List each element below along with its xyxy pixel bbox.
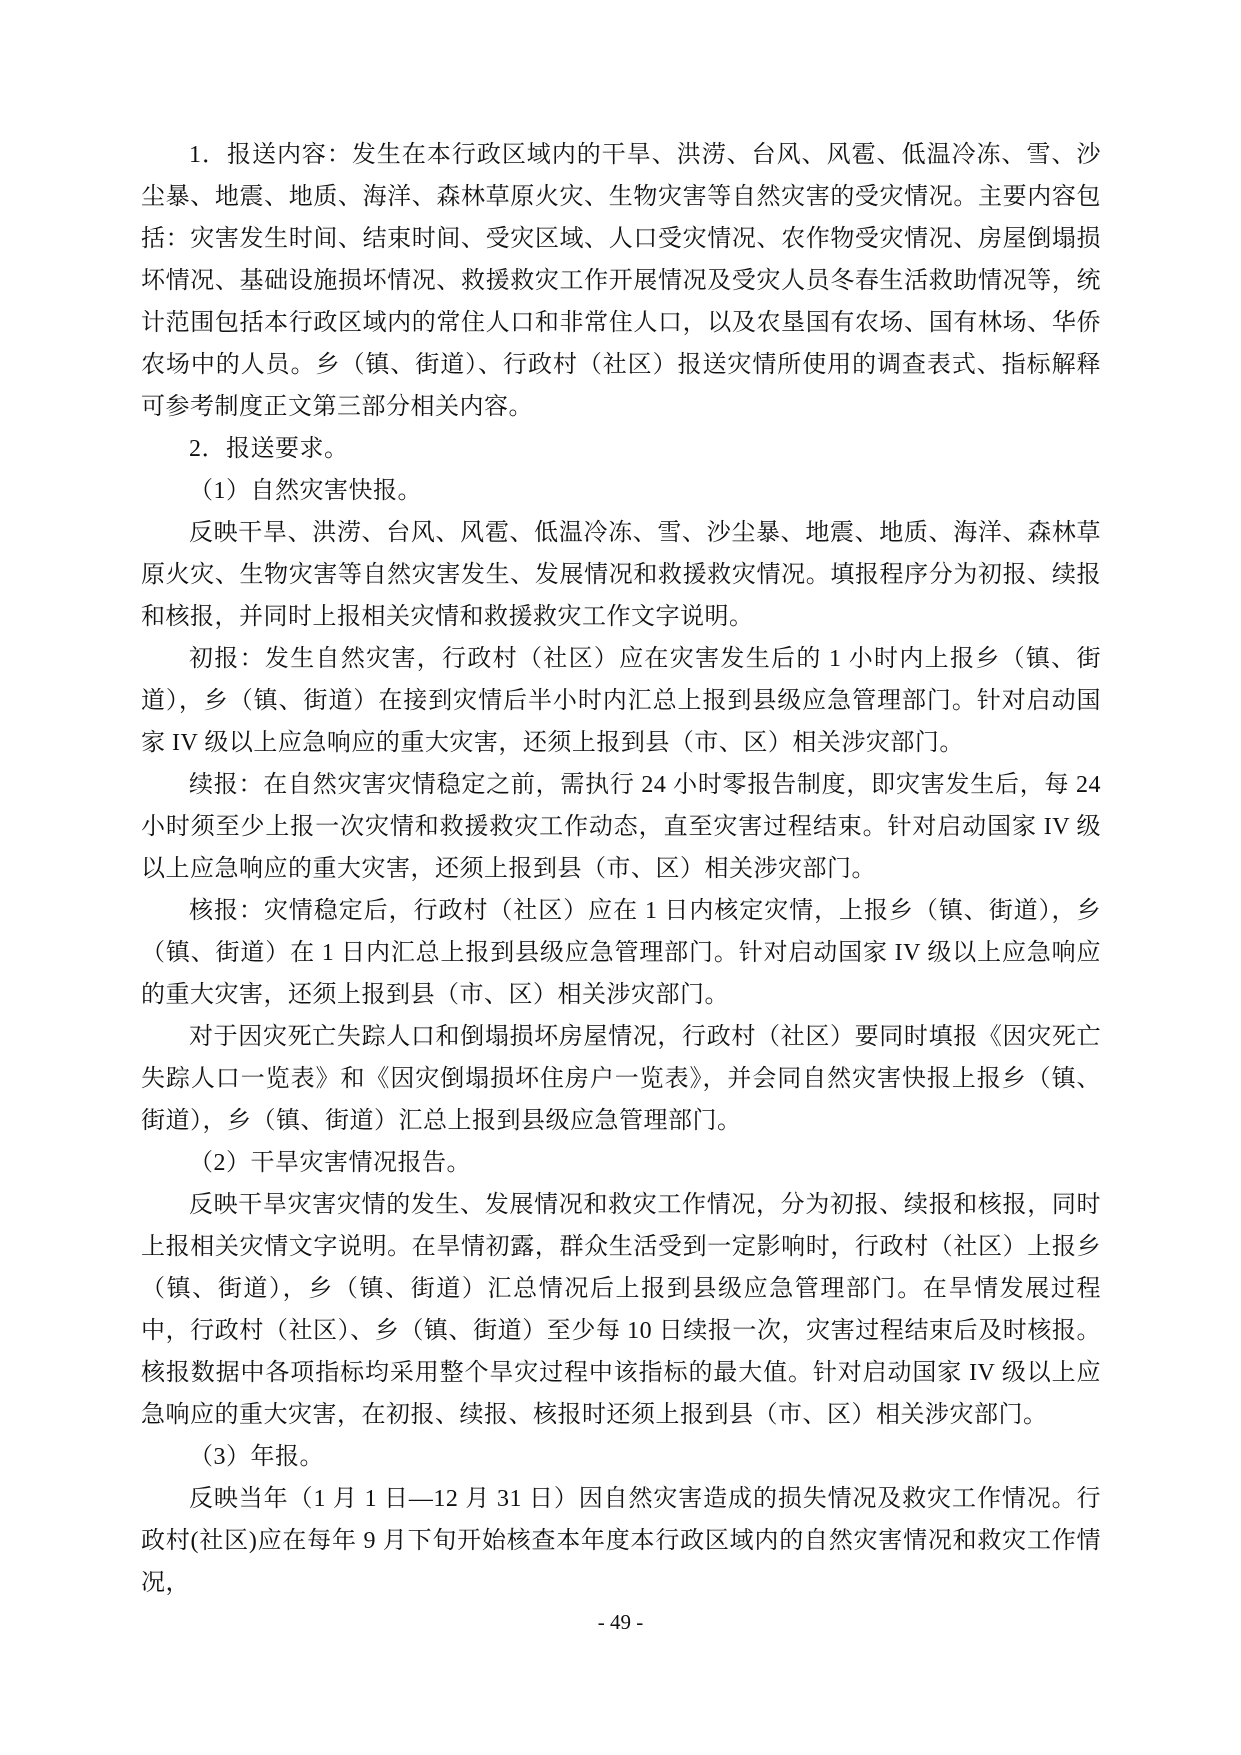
paragraph: 反映干旱灾害灾情的发生、发展情况和救灾工作情况，分为初报、续报和核报，同时上报相关灾情文字说明。在旱情初露，群众生活受到一定影响时，行政村（社区）上报乡（镇、街道），乡（镇、街道）汇总情况后上报到县级应急管理部门。在旱情发展过程中，行政村（社区）、乡（镇、街道）至少每 10 日续报一次，灾害过程结束后及时核报。核报数据中各项指标均采用整个旱灾过程中该指标的最大值。针对启动国家 IV 级以上应急响应的重大灾害，在初报、续报、核报时还须上报到县（市、区）相关涉灾部门。 <box>141 1192 1101 1428</box>
paragraph: 续报：在自然灾害灾情稳定之前，需执行 24 小时零报告制度，即灾害发生后，每 24 小时须至少上报一次灾情和救援救灾工作动态，直至灾害过程结束。针对启动国家 IV 级以上应急响应的重大灾害，还须上报到县（市、区）相关涉灾部门。 <box>141 772 1101 882</box>
paragraph: （1）自然灾害快报。 <box>189 478 422 504</box>
paragraph: 2．报送要求。 <box>189 436 349 462</box>
paragraph: （3）年报。 <box>189 1444 324 1470</box>
paragraph: 对于因灾死亡失踪人口和倒塌损坏房屋情况，行政村（社区）要同时填报《因灾死亡失踪人口一览表》和《因灾倒塌损坏住房户一览表》，并会同自然灾害快报上报乡（镇、街道），乡（镇、街道）汇总上报到县级应急管理部门。 <box>141 1024 1101 1134</box>
paragraph: 初报：发生自然灾害，行政村（社区）应在灾害发生后的 1 小时内上报乡（镇、街道），乡（镇、街道）在接到灾情后半小时内汇总上报到县级应急管理部门。针对启动国家 IV 级以上应急响应的重大灾害，还须上报到县（市、区）相关涉灾部门。 <box>141 646 1101 756</box>
page-footer <box>0 1608 1241 1636</box>
paragraph: 1．报送内容：发生在本行政区域内的干旱、洪涝、台风、风雹、低温冷冻、雪、沙尘暴、地震、地质、海洋、森林草原火灾、生物灾害等自然灾害的受灾情况。主要内容包括：灾害发生时间、结束时间、受灾区域、人口受灾情况、农作物受灾情况、房屋倒塌损坏情况、基础设施损坏情况、救援救灾工作开展情况及受灾人员冬春生活救助情况等，统计范围包括本行政区域内的常住人口和非常住人口，以及农垦国有农场、国有林场、华侨农场中的人员。乡（镇、街道）、行政村（社区）报送灾情所使用的调查表式、指标解释可参考制度正文第三部分相关内容。 <box>141 142 1101 420</box>
paragraph: 核报：灾情稳定后，行政村（社区）应在 1 日内核定灾情，上报乡（镇、街道），乡（镇、街道）在 1 日内汇总上报到县级应急管理部门。针对启动国家 IV 级以上应急响应的重大灾害，还须上报到县（市、区）相关涉灾部门。 <box>141 898 1101 1008</box>
document-body <box>141 134 1101 1604</box>
paragraph: 反映当年（1 月 1 日—12 月 31 日）因自然灾害造成的损失情况及救灾工作情况。行政村(社区)应在每年 9 月下旬开始核查本年度本行政区域内的自然灾害情况和救灾工作情况， <box>141 1486 1101 1596</box>
paragraph: 反映干旱、洪涝、台风、风雹、低温冷冻、雪、沙尘暴、地震、地质、海洋、森林草原火灾、生物灾害等自然灾害发生、发展情况和救援救灾情况。填报程序分为初报、续报和核报，并同时上报相关灾情和救援救灾工作文字说明。 <box>141 520 1101 630</box>
paragraph: （2）干旱灾害情况报告。 <box>189 1150 471 1176</box>
page-number: - 49 - <box>597 1610 644 1634</box>
